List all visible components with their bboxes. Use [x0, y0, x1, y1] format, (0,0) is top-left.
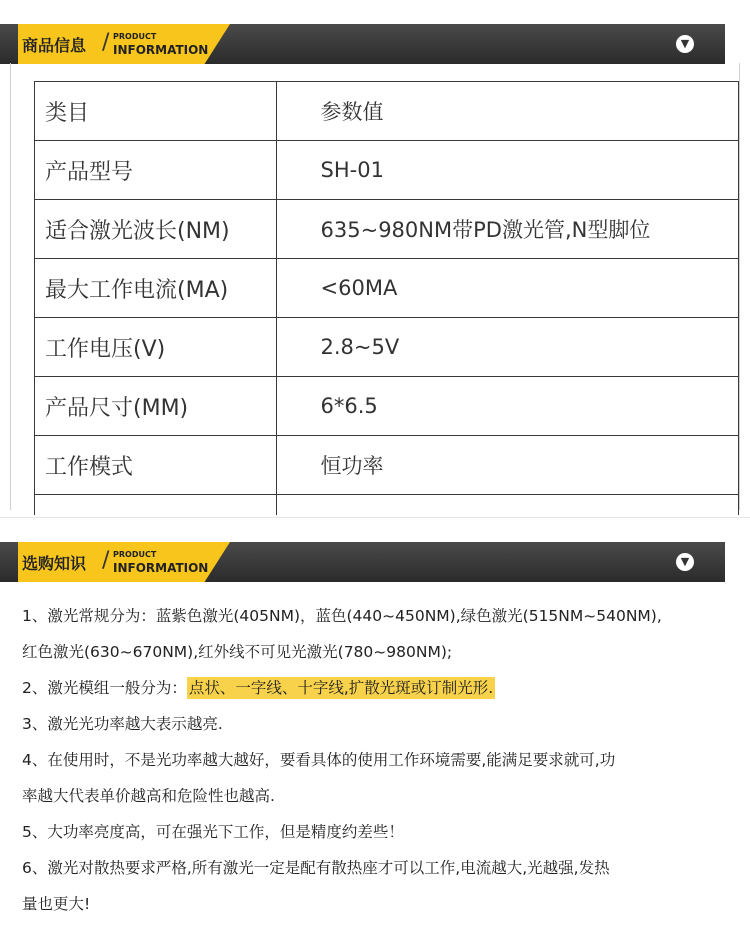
product-info-header [0, 24, 750, 64]
tip-5: 5、大功率亮度高，可在强光下工作，但是精度约差些！ [22, 823, 404, 841]
param-value: <60MA [276, 259, 738, 318]
section-title: 商品信息 [22, 36, 87, 55]
section-divider [0, 517, 750, 518]
title-divider: / [102, 548, 110, 573]
param-value: 6*6.5 [276, 377, 738, 436]
param-label: 最大工作电流(MA) [35, 259, 277, 318]
buying-guide-header [0, 542, 750, 582]
table-row [35, 377, 739, 436]
param-value: 2.8~5V [276, 318, 738, 377]
param-value: SH-01 [276, 141, 738, 200]
param-label: 适合激光波长(NM) [35, 200, 277, 259]
param-value: 恒功率 [276, 436, 738, 495]
param-label: 产品型号 [35, 141, 277, 200]
tip-4-line-2: 率越大代表单价越高和危险性也越高. [22, 787, 275, 805]
params-table [34, 81, 739, 515]
tip-2-prefix: 2、激光模组一般分为： [22, 679, 187, 697]
param-value: 635~980NM带PD激光管,N型脚位 [276, 200, 738, 259]
section-subtitle-large: INFORMATION [113, 43, 209, 57]
table-row [35, 141, 739, 200]
chevron-down-icon[interactable]: ▼ [676, 553, 694, 571]
title-divider: / [102, 30, 110, 55]
section-subtitle-large: INFORMATION [113, 561, 209, 575]
param-value: 参数值 [276, 82, 738, 141]
section-subtitle-small: PRODUCT [113, 550, 157, 559]
buying-tips [22, 598, 737, 922]
tip-4-line-1: 4、在使用时，不是光功率越大越好，要看具体的使用工作环境需要,能满足要求就可,功 [22, 751, 616, 769]
tip-6-line-2: 量也更大! [22, 895, 91, 913]
tip-1-line-1: 1、激光常规分为：蓝紫色激光(405NM)，蓝色(440~450NM),绿色激光(515NM~540NM), [22, 607, 662, 625]
section-subtitle-small: PRODUCT [113, 32, 157, 41]
table-row [35, 318, 739, 377]
table-row [35, 259, 739, 318]
param-label: 产品尺寸(MM) [35, 377, 277, 436]
param-label-empty [35, 495, 277, 516]
param-label: 类目 [35, 82, 277, 141]
tip-3: 3、激光光功率越大表示越亮. [22, 715, 223, 733]
tip-2-highlight: 点状、一字线、十字线,扩散光斑或订制光形. [188, 679, 494, 697]
product-params-panel [10, 63, 740, 510]
param-label: 工作电压(V) [35, 318, 277, 377]
tip-6-line-1: 6、激光对散热要求严格,所有激光一定是配有散热座才可以工作,电流越大,光越强,发热 [22, 859, 610, 877]
tip-1-line-2: 红色激光(630~670NM),红外线不可见光激光(780~980NM); [22, 643, 453, 661]
table-row [35, 436, 739, 495]
table-row [35, 200, 739, 259]
table-row-empty [35, 495, 739, 516]
chevron-down-icon[interactable]: ▼ [676, 35, 694, 53]
tip-2 [22, 670, 737, 706]
param-label: 工作模式 [35, 436, 277, 495]
table-row [35, 82, 739, 141]
section-title: 选购知识 [22, 554, 87, 573]
param-value-empty [276, 495, 738, 516]
